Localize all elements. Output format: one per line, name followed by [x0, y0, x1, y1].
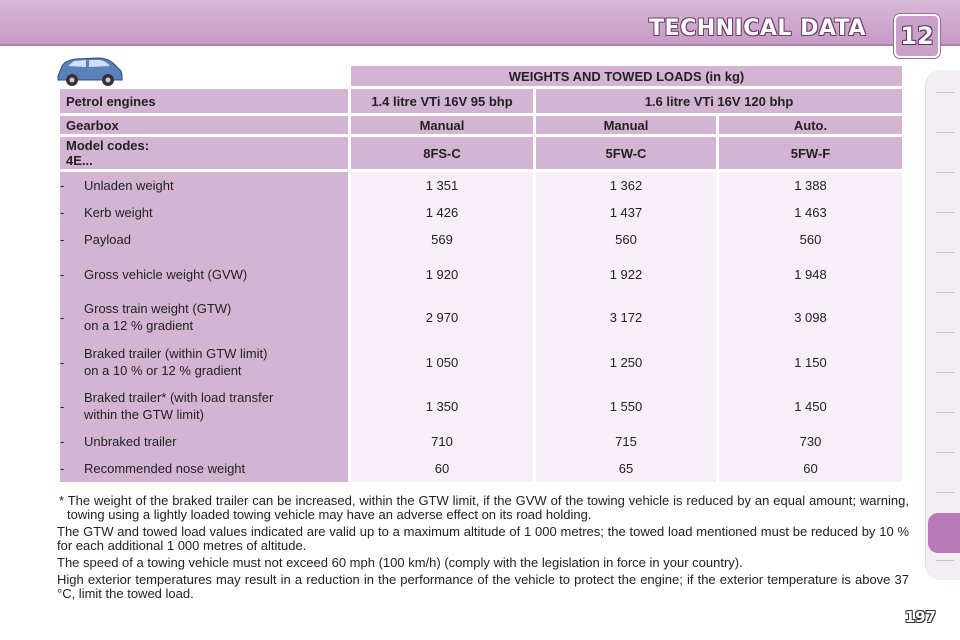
- weight-value: 1 948: [794, 266, 827, 282]
- weight-row-label: [60, 427, 348, 455]
- tab-divider: [936, 212, 954, 213]
- weight-value: 2 970: [425, 309, 459, 325]
- engine-header: 1.4 litre VTi 16V 95 bhp: [351, 89, 533, 113]
- weight-row-text-line: Unbraked trailer: [84, 433, 177, 449]
- weight-value: 1 362: [609, 178, 643, 193]
- weight-value: 60: [803, 461, 818, 476]
- list-dash: -: [60, 461, 65, 476]
- values-column: [351, 172, 533, 482]
- list-dash: -: [60, 178, 65, 193]
- weight-row-text: [84, 300, 231, 334]
- weight-row-label: [60, 339, 348, 385]
- engines-label: Petrol engines: [60, 89, 348, 113]
- weight-row-text-line: Recommended nose weight: [84, 461, 246, 476]
- tab-divider: [936, 172, 954, 173]
- weight-value: 1 350: [425, 398, 459, 414]
- tab-divider: [936, 132, 954, 133]
- weight-row-label: [60, 226, 348, 253]
- gearbox-label: Gearbox: [60, 116, 348, 134]
- list-dash: -: [60, 398, 65, 414]
- tab-divider: [936, 332, 954, 333]
- tab-divider: [936, 292, 954, 293]
- weight-row-text: [84, 266, 247, 283]
- values-column: [536, 172, 716, 482]
- weight-value: 60: [434, 461, 450, 476]
- model-code: 5FW-C: [536, 137, 716, 169]
- model-codes-label-line: Model codes:: [66, 138, 150, 153]
- values-column: [719, 172, 902, 482]
- weight-row-text: [84, 433, 177, 450]
- weight-row-text: [84, 460, 245, 477]
- tab-divider: [936, 372, 954, 373]
- weight-value: 1 920: [425, 266, 459, 282]
- weight-value: 1 050: [425, 354, 459, 370]
- weight-value: 1 922: [609, 266, 643, 282]
- weights-table: [57, 63, 905, 485]
- gearbox-header: Manual: [351, 116, 533, 134]
- note-temperature: High exterior temperatures may result in a reduction in the performance of the vehicle to protect the engine; if the exterior temperature is above 37 °C, limit the towed load.: [57, 572, 909, 601]
- note-speed: The speed of a towing vehicle must not exceed 60 mph (100 km/h) (comply with the legislation in force in your country).: [57, 555, 743, 570]
- tab-divider: [936, 92, 954, 93]
- tab-divider: [936, 492, 954, 493]
- gearbox-header: Manual: [536, 116, 716, 134]
- weight-value: 3 172: [609, 309, 643, 325]
- weight-row-label: [60, 172, 348, 199]
- weight-value: 1 463: [794, 205, 827, 220]
- weight-row-text-line: Braked trailer (within GTW limit): [84, 346, 268, 361]
- list-dash: -: [60, 232, 65, 247]
- weight-value: 1 426: [425, 205, 459, 220]
- weight-row-text: [84, 389, 273, 423]
- weight-row-text: [84, 345, 267, 379]
- footnote-braked-trailer: * The weight of the braked trailer can be increased, within the GTW limit, if the GVW of the towing vehicle is reduced by an equal amount; warning, towing using a lightly loaded towing vehicle may have an adverse effect on its road holding.: [59, 493, 909, 522]
- weight-row-label: [60, 385, 348, 427]
- weight-row-label: [60, 295, 348, 339]
- weight-value: 1 150: [794, 354, 827, 370]
- table-caption: WEIGHTS AND TOWED LOADS (in kg): [351, 66, 902, 86]
- weight-value: 65: [618, 461, 634, 476]
- weight-row-label: [60, 455, 348, 482]
- page-number: 197: [904, 608, 936, 626]
- weight-row-text-line: Unladen weight: [84, 178, 174, 193]
- weight-row-text-line: on a 12 % gradient: [84, 318, 194, 333]
- weight-value: 1 351: [425, 178, 459, 193]
- tab-divider: [936, 252, 954, 253]
- weight-row-text-line: Gross vehicle weight (GVW): [84, 266, 248, 282]
- list-dash: -: [60, 433, 65, 449]
- weight-value: 569: [431, 232, 453, 247]
- weight-row-label: [60, 199, 348, 226]
- weight-value: 1 450: [794, 398, 827, 414]
- weight-value: 730: [799, 433, 822, 449]
- weight-value: 715: [615, 433, 637, 449]
- list-dash: -: [60, 354, 65, 370]
- weight-row-text-line: Gross train weight (GTW): [84, 301, 232, 316]
- list-dash: -: [60, 205, 65, 220]
- chapter-tab-strip: [925, 70, 960, 580]
- weight-row-text: [84, 231, 131, 248]
- weight-value: 1 250: [609, 354, 643, 370]
- weight-value: 1 550: [609, 398, 643, 414]
- list-dash: -: [60, 309, 65, 325]
- weight-value: 1 437: [609, 205, 643, 220]
- tab-divider: [936, 560, 954, 561]
- tab-divider: [936, 452, 954, 453]
- weight-row-text-line: Braked trailer* (with load transfer: [84, 390, 274, 405]
- list-dash: -: [60, 266, 65, 282]
- model-code: 5FW-F: [719, 137, 902, 169]
- model-code: 8FS-C: [351, 137, 533, 169]
- weight-row-text-line: within the GTW limit): [84, 407, 204, 422]
- active-chapter-tab[interactable]: [928, 513, 960, 553]
- weight-value: 1 388: [794, 178, 827, 193]
- notes-section: [57, 494, 909, 604]
- gearbox-header: Auto.: [719, 116, 902, 134]
- weight-row-text: [84, 204, 153, 221]
- weight-value: 710: [431, 433, 453, 449]
- weight-row-label: [60, 253, 348, 295]
- weight-row-text: [84, 177, 174, 194]
- engine-header: 1.6 litre VTi 16V 120 bhp: [536, 89, 902, 113]
- note-altitude: The GTW and towed load values indicated are valid up to a maximum altitude of 1 000 metres; the towed load mentioned must be reduced by 10 % for each additional 1 000 metres of altitude.: [57, 524, 909, 553]
- weight-row-text-line: on a 10 % or 12 % gradient: [84, 363, 242, 378]
- chapter-number-badge: 12: [894, 14, 940, 58]
- model-codes-label: [60, 137, 348, 169]
- weight-value: 3 098: [794, 309, 827, 325]
- weight-value: 560: [799, 232, 822, 247]
- weight-row-text-line: Payload: [84, 232, 131, 247]
- chapter-title: TECHNICAL DATA: [649, 16, 866, 41]
- model-codes-label-line: 4E...: [66, 153, 93, 168]
- tab-divider: [936, 412, 954, 413]
- weight-labels-column: [60, 172, 348, 482]
- weight-row-text-line: Kerb weight: [84, 205, 153, 220]
- weight-value: 560: [615, 232, 637, 247]
